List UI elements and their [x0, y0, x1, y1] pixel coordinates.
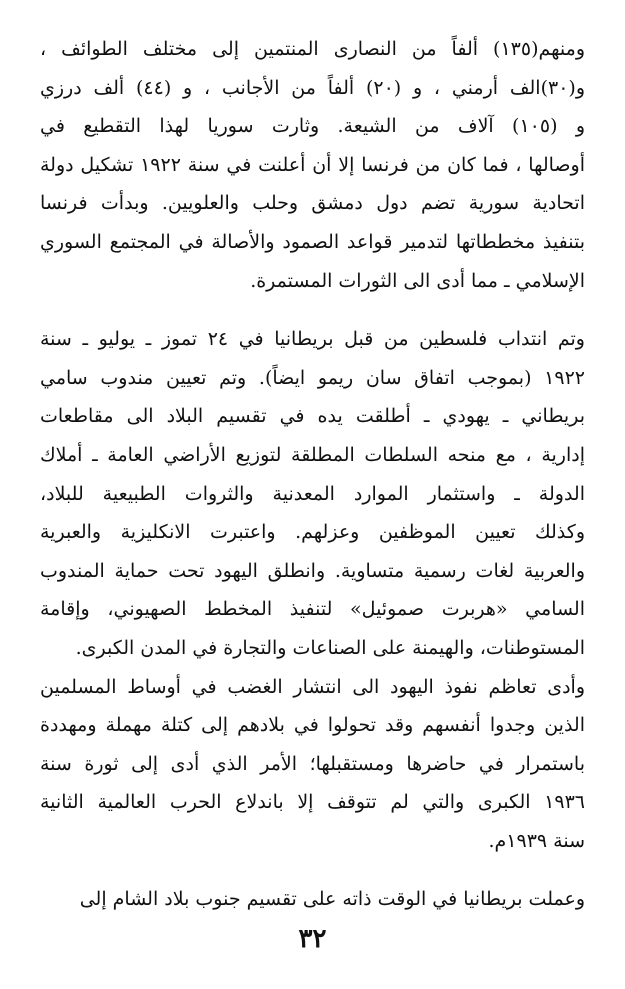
text-line: و(٣٠)الف أرمني ، و (٢٠) ألفاً من الأجانب ، و (٤٤) ألف درزي: [40, 76, 585, 99]
text-line: سنة ١٩٣٩م.: [488, 829, 585, 852]
text-line: أوصالها ، فما كان من فرنسا إلا أن أعلنت في سنة ١٩٢٢ تشكيل دولة: [40, 153, 585, 176]
text-line: الإسلامي ـ مما أدى الى الثورات المستمرة.: [250, 269, 585, 292]
paragraph-palestine-mandate: [40, 320, 585, 667]
text-line: وكذلك تعيين الموظفين وعزلهم. واعتبرت الانكليزية والعبرية: [40, 521, 585, 544]
text-line: بتنفيذ مخططاتها لتدمير قواعد الصمود والأصالة في المجتمع السوري: [40, 230, 585, 253]
text-line: بريطاني ـ يهودي ـ أطلقت يده في تقسيم البلاد الى مقاطعات: [40, 405, 585, 428]
text-line: وأدى تعاظم نفوذ اليهود الى انتشار الغضب في أوساط المسلمين: [40, 675, 585, 698]
text-line: ومنهم(١٣٥) ألفاً من النصارى المنتمين إلى مختلف الطوائف ،: [40, 38, 585, 60]
text-line: وتم انتداب فلسطين من قبل بريطانيا في ٢٤ تموز ـ يوليو ـ سنة: [40, 328, 585, 351]
text-line: ١٩٢٢ (بموجب اتفاق سان ريمو ايضاً). وتم تعيين مندوب سامي: [40, 366, 585, 389]
text-line: إدارية ، مع منحه السلطات المطلقة لتوزيع الأراضي العامة ـ أملاك: [40, 443, 585, 466]
page-number: ٣٢: [298, 924, 327, 954]
paragraph-syria-division: [40, 30, 585, 300]
text-line: السامي «هربرت صموئيل» لتنفيذ المخطط الصهيوني، وإقامة: [40, 598, 585, 621]
text-line: و (١٠٥) آلاف من الشيعة. وثارت سوريا لهذا التقطيع في: [40, 115, 585, 138]
text-line: الدولة ـ واستثمار الموارد المعدنية والثروات الطبيعية للبلاد،: [40, 482, 585, 505]
text-line: والعربية لغات رسمية متساوية. وانطلق اليهود تحت حماية المندوب: [40, 559, 585, 582]
text-line: وعملت بريطانيا في الوقت ذاته على تقسيم جنوب بلاد الشام إلى: [79, 888, 585, 911]
text-line: المستوطنات، والهيمنة على الصناعات والتجارة في المدن الكبرى.: [75, 636, 585, 659]
text-line: الذين وجدوا أنفسهم وقد تحولوا في بلادهم إلى كتلة مهملة ومهددة: [40, 714, 585, 737]
paragraph-britain-partition: [40, 880, 585, 919]
text-line: باستمرار في حاضرها ومستقبلها؛ الأمر الذي أدى إلى ثورة سنة: [40, 752, 585, 775]
body-text: [40, 30, 585, 919]
text-line: ١٩٣٦ الكبرى والتي لم تتوقف إلا باندلاع الحرب العالمية الثانية: [40, 791, 585, 814]
paragraph-1936-revolt: [40, 668, 585, 861]
text-line: اتحادية سورية تضم دول دمشق وحلب والعلويين. وبدأت فرنسا: [40, 192, 585, 215]
